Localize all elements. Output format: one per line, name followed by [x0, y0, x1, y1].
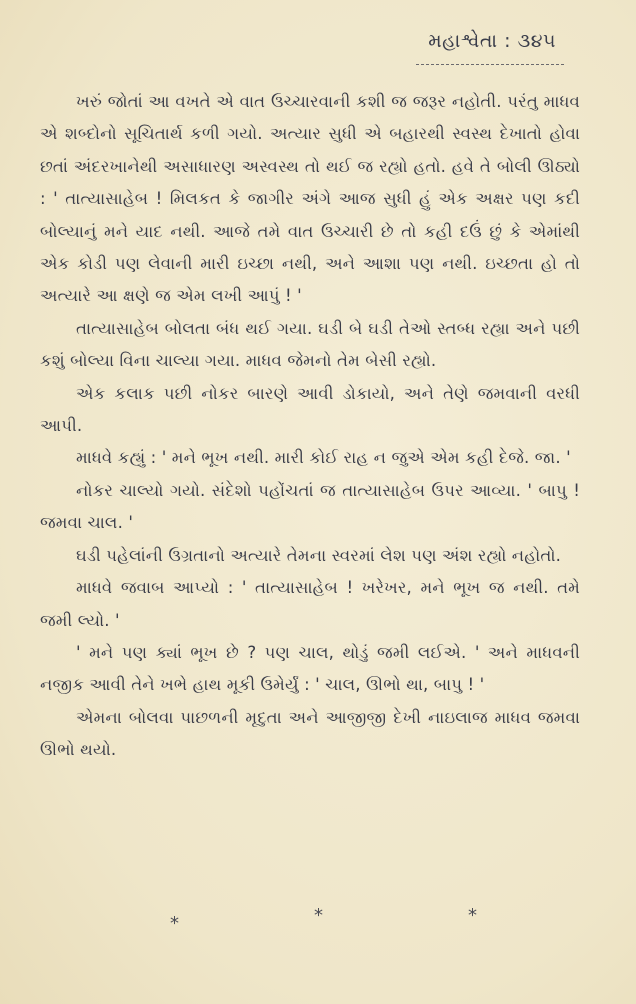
paragraph: ખરું જોતાં આ વખતે એ વાત ઉચ્ચારવાની કશી જ જરૂર નહોતી. પરંતુ માધવ એ શબ્દોનો સૂચિતાર્થ કળી ગયો. અત્યાર સુધી એ બહારથી સ્વસ્થ દેખાતો હોવા છતાં અંદરખાનેથી અસાધારણ અસ્વસ્થ તો થઈ જ રહ્યો હતો. હવે તે બોલી ઊઠ્યો : ' તાત્યાસાહેબ ! મિલકત કે જાગીર અંગે આજ સુધી હું એક અક્ષર પણ કદી બોલ્યાનું મને યાદ નથી. આજે તમે વાત ઉચ્ચારી છે તો કહી દઉં છું કે એમાંથી એક કોડી પણ લેવાની મારી ઇચ્છા નથી, અને આશા પણ નથી. ઇચ્છતા હો તો અત્યારે આ ક્ષણે જ એમ લખી આપું ! ': [40, 92, 580, 306]
paragraph: તાત્યાસાહેબ બોલતા બંધ થઈ ગયા. ઘડી બે ઘડી તેઓ સ્તબ્ધ રહ્યા અને પછી કશું બોલ્યા વિના ચાલ્યા ગયા. માધવ જેમનો તેમ બેસી રહ્યો.: [40, 318, 580, 371]
paragraph: એમના બોલવા પાછળની મૃદુતા અને આજીજી દેખી નાઇલાજ માધવ જમવા ઊભો થયો.: [40, 707, 580, 760]
section-break-star: *: [170, 913, 179, 934]
section-break: [0, 905, 636, 935]
section-break-star: *: [314, 905, 323, 926]
paragraph: ' મને પણ ક્યાં ભૂખ છે ? પણ ચાલ, થોડું જમી લઈએ. ' અને માધવની નજીક આવી તેને ખભે હાથ મૂકી ઉમેર્યું : ' ચાલ, ઊભો થા, બાપુ ! ': [40, 642, 580, 695]
section-break-star: *: [468, 905, 477, 926]
paragraph: ઘડી પહેલાંની ઉગ્રતાનો અત્યારે તેમના સ્વરમાં લેશ પણ અંશ રહ્યો નહોતો.: [76, 545, 561, 565]
paragraph: માધવે કહ્યું : ' મને ભૂખ નથી. મારી કોઈ રાહ ન જુએ એમ કહી દેજે. જા. ': [76, 448, 571, 468]
body-text: [40, 86, 580, 767]
running-header: મહાશ્વેતા : ૩૪૫: [428, 30, 556, 52]
paragraph: નોકર ચાલ્યો ગયો. સંદેશો પહોંચતાં જ તાત્યાસાહેબ ઉપર આવ્યા. ' બાપુ ! જમવા ચાલ. ': [40, 480, 580, 533]
paragraph: એક કલાક પછી નોકર બારણે આવી ડોકાયો, અને તેણે જમવાની વરધી આપી.: [40, 383, 580, 436]
paragraph: માધવે જવાબ આપ્યો : ' તાત્યાસાહેબ ! ખરેખર, મને ભૂખ જ નથી. તમે જમી લ્યો. ': [40, 578, 580, 630]
header-underline: [416, 64, 564, 65]
